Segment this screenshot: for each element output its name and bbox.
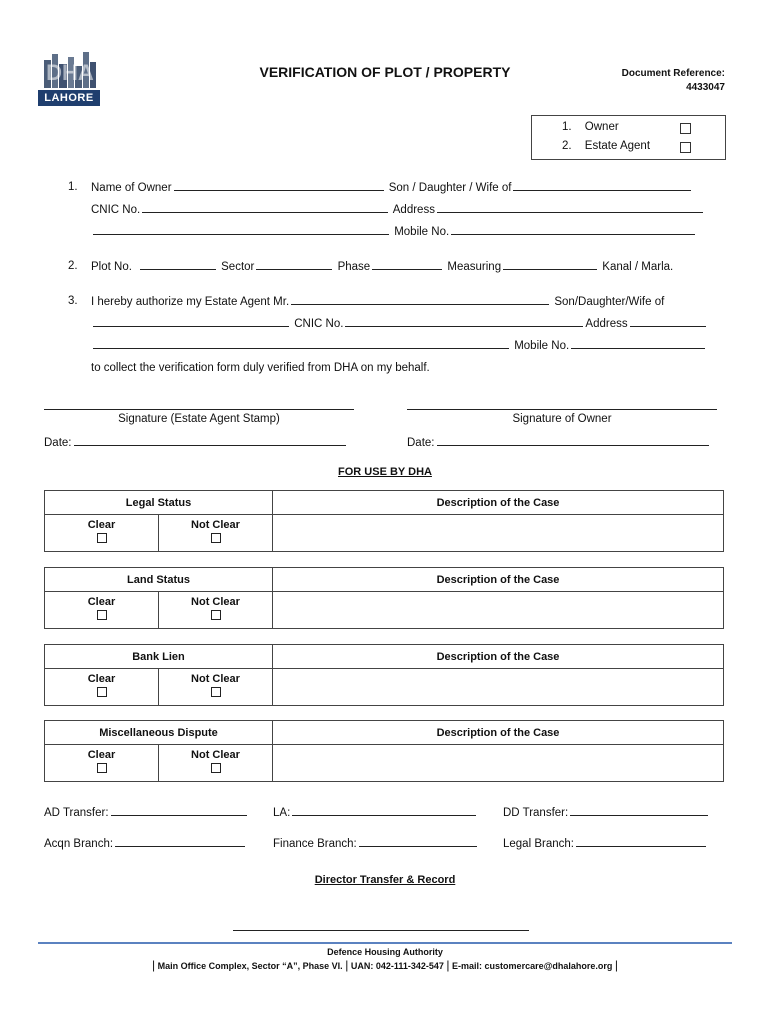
acqn-branch-line [44,837,247,850]
estate-agent-checkbox[interactable] [680,142,691,153]
description-header: Description of the Case [273,568,724,592]
clear-checkbox[interactable] [97,533,107,543]
role-label: Estate Agent [584,140,651,152]
logo-text: DHA [46,60,94,85]
not-clear-label: Not Clear [191,673,240,685]
agent-signature-line[interactable] [44,409,354,410]
owner-address-continued-field[interactable] [93,225,389,235]
agent-name-field[interactable] [291,295,549,305]
role-label: Owner [584,121,619,133]
agent-signature-label: Signature (Estate Agent Stamp) [118,413,280,425]
unit-label: Kanal / Marla. [602,261,674,273]
owner-name-field[interactable] [174,181,384,191]
not-clear-checkbox[interactable] [211,610,221,620]
clear-option[interactable] [45,745,159,782]
legal-status-table [44,490,724,552]
legal-branch-line [503,837,708,850]
owner-mobile-line [91,225,697,238]
agent-date-label: Date: [44,437,72,449]
not-clear-checkbox[interactable] [211,533,221,543]
agent-date-line [44,436,348,449]
footer-email: E-mail: customercare@dhalahore.org [452,961,613,971]
agent-relation-field[interactable] [93,317,289,327]
director-signature-line[interactable] [233,930,529,931]
not-clear-option[interactable] [159,515,273,552]
logo-city: LAHORE [38,90,100,106]
plot-no-field[interactable] [140,260,216,270]
owner-date-label: Date: [407,437,435,449]
agent-cnic-line [91,317,708,330]
doc-ref-value: 4433047 [686,82,725,93]
plot-details-line [91,260,673,273]
land-status-table [44,567,724,629]
sector-field[interactable] [256,260,332,270]
owner-cnic-label: CNIC No. [91,204,141,216]
section-title: Bank Lien [45,645,273,669]
not-clear-checkbox[interactable] [211,763,221,773]
plot-no-label: Plot No. [91,261,132,273]
dd-transfer-label: DD Transfer: [503,807,569,819]
dha-logo [38,52,100,108]
description-header: Description of the Case [273,491,724,515]
owner-date-field[interactable] [437,436,709,446]
owner-mobile-label: Mobile No. [394,226,450,238]
role-num: 2. [562,140,572,152]
footer-uan: UAN: 042-111-342-547 [350,961,444,971]
collect-text: to collect the verification form duly verified from DHA on my behalf. [91,362,430,374]
footer-org: Defence Housing Authority [327,947,443,957]
clear-label: Clear [87,673,116,685]
agent-address-continued-field[interactable] [93,339,509,349]
description-header: Description of the Case [273,645,724,669]
agent-cnic-label: CNIC No. [294,318,344,330]
clear-label: Clear [87,749,116,761]
agent-mobile-line [91,339,707,352]
description-field[interactable] [273,669,724,706]
clear-option[interactable] [45,669,159,706]
section-1-number: 1. [68,181,78,193]
ad-transfer-label: AD Transfer: [44,807,109,819]
la-field[interactable] [292,806,476,816]
agent-address-label: Address [585,318,628,330]
phase-field[interactable] [372,260,442,270]
footer-divider [38,942,732,944]
not-clear-label: Not Clear [191,749,240,761]
ad-transfer-line [44,806,249,819]
owner-name-line [91,181,693,194]
owner-checkbox[interactable] [680,123,691,134]
finance-branch-field[interactable] [359,837,477,847]
role-num: 1. [562,121,572,133]
not-clear-option[interactable] [159,669,273,706]
section-2-number: 2. [68,260,78,272]
description-field[interactable] [273,592,724,629]
owner-address-field[interactable] [437,203,703,213]
clear-checkbox[interactable] [97,610,107,620]
legal-branch-field[interactable] [576,837,706,847]
measuring-label: Measuring [447,261,502,273]
owner-cnic-field[interactable] [142,203,388,213]
description-field[interactable] [273,745,724,782]
role-option-estate-agent [562,140,650,152]
role-option-owner [562,121,619,133]
agent-date-field[interactable] [74,436,346,446]
not-clear-option[interactable] [159,592,273,629]
owner-address-label: Address [392,204,435,216]
dd-transfer-field[interactable] [570,806,708,816]
description-header: Description of the Case [273,721,724,745]
director-heading: Director Transfer & Record [314,874,456,886]
agent-mobile-label: Mobile No. [514,340,570,352]
owner-signature-label: Signature of Owner [512,413,612,425]
dd-transfer-line [503,806,710,819]
owner-relation-field[interactable] [513,181,691,191]
clear-label: Clear [87,519,116,531]
clear-checkbox[interactable] [97,763,107,773]
owner-signature-line[interactable] [407,409,717,410]
doc-ref-label: Document Reference: [621,68,725,79]
agent-relation-label: Son/Daughter/Wife of [554,296,665,308]
dha-use-heading: FOR USE BY DHA [338,466,432,478]
agent-address-field[interactable] [630,317,706,327]
authorize-text: I hereby authorize my Estate Agent Mr. [91,296,290,308]
section-title: Miscellaneous Dispute [45,721,273,745]
section-title: Land Status [45,568,273,592]
acqn-branch-label: Acqn Branch: [44,838,114,850]
finance-branch-label: Finance Branch: [273,838,357,850]
not-clear-label: Not Clear [191,519,240,531]
owner-relation-label: Son / Daughter / Wife of [388,182,512,194]
page-title: VERIFICATION OF PLOT / PROPERTY [259,64,511,80]
phase-label: Phase [337,261,371,273]
footer-contact: | Main Office Complex, Sector “A”, Phase VI. | UAN: 042-111-342-547 | E-mail: customercare@dhalahore.org | [151,958,619,972]
not-clear-label: Not Clear [191,596,240,608]
description-field[interactable] [273,515,724,552]
footer-office: Main Office Complex, Sector “A”, Phase VI. [157,961,343,971]
owner-mobile-field[interactable] [451,225,695,235]
la-label: LA: [273,807,291,819]
la-line [273,806,478,819]
acqn-branch-field[interactable] [115,837,245,847]
miscellaneous-dispute-table [44,720,724,782]
finance-branch-line [273,837,479,850]
clear-option[interactable] [45,592,159,629]
section-title: Legal Status [45,491,273,515]
agent-cnic-field[interactable] [345,317,583,327]
owner-date-line [407,436,711,449]
section-3-number: 3. [68,295,78,307]
role-select-box [531,115,726,160]
clear-option[interactable] [45,515,159,552]
clear-checkbox[interactable] [97,687,107,697]
ad-transfer-field[interactable] [111,806,247,816]
agent-mobile-field[interactable] [571,339,705,349]
measuring-field[interactable] [503,260,597,270]
not-clear-checkbox[interactable] [211,687,221,697]
owner-cnic-line [91,203,705,216]
agent-authorize-line [91,295,664,308]
owner-name-label: Name of Owner [91,182,172,194]
not-clear-option[interactable] [159,745,273,782]
document-reference [622,67,725,95]
sector-label: Sector [221,261,255,273]
clear-label: Clear [87,596,116,608]
legal-branch-label: Legal Branch: [503,838,574,850]
bank-lien-table [44,644,724,706]
